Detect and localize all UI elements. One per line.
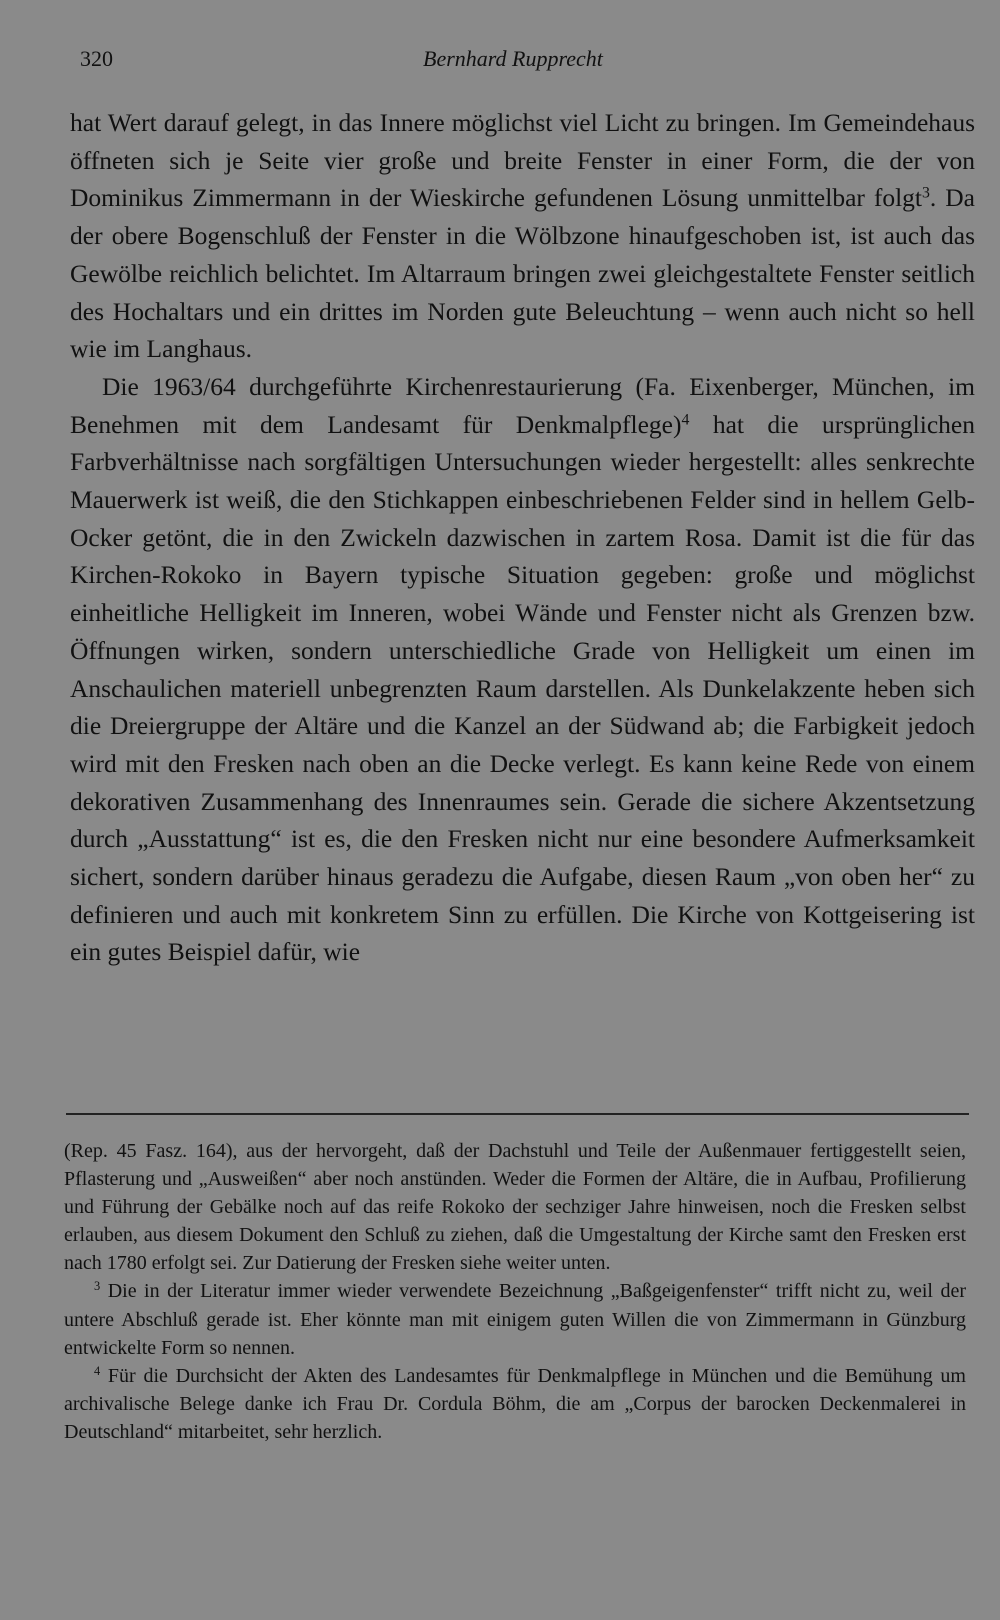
page-number: 320 bbox=[80, 46, 113, 71]
page-header bbox=[80, 46, 640, 76]
footnote-mark-3: 3 bbox=[94, 1279, 101, 1294]
body-paragraph-1 bbox=[70, 104, 975, 368]
footnote-3 bbox=[64, 1277, 966, 1361]
footnote-text: Für die Durchsicht der Akten des Landesamtes für Denkmalpflege in München und die Bemühung um archivalische Belege danke ich Frau Dr. Cordula Böhm, die am „Corpus der barocken Deckenmalerei in Deutschland“ mitarbeitet, sehr herzlich. bbox=[64, 1364, 966, 1443]
paragraph-text: Die 1963/64 durchgeführte Kirchenrestaurierung (Fa. Eixenberger, München, im Benehmen mit dem Landesamt für Denkmalpflege) bbox=[70, 371, 975, 439]
paragraph-text: . Da der obere Bogenschluß der Fenster in die Wölbzone hinaufgeschoben ist, ist auch das Gewölbe reichlich belichtet. Im Altarraum bringen zwei gleichgestaltete Fenster seitlich des Hochaltars und ein drittes im Norden gute Beleuchtung – wenn auch nicht so hell wie im Langhaus. bbox=[70, 183, 975, 364]
footnote-continuation: (Rep. 45 Fasz. 164), aus der hervorgeht, daß der Dachstuhl und Teile der Außenmauer fertiggestellt seien, Pflasterung und „Ausweißen“ aber noch anstünden. Weder die Formen der Altäre, die in Aufbau, Profilierung und Führung der Gebälke noch auf das reife Rokoko der sechziger Jahre hinweisen, noch die Fresken selbst erlauben, aus diesem Dokument den Schluß zu ziehen, daß die Umgestaltung der Kirche samt den Fresken erst nach 1780 erfolgt sei. Zur Datierung der Fresken siehe weiter unten. bbox=[64, 1140, 966, 1275]
footnote-4 bbox=[64, 1362, 966, 1446]
running-title: Bernhard Rupprecht bbox=[423, 46, 603, 71]
footnote-reference-4: 4 bbox=[681, 410, 690, 428]
footnote-text: Die in der Literatur immer wieder verwendete Bezeichnung „Baßgeigenfenster“ trifft nicht zu, weil der untere Abschluß gerade ist. Eher könnte man mit einigem guten Willen die von Zimmermann in Günzburg entwickelte Form so nennen. bbox=[64, 1280, 966, 1359]
footnote-divider bbox=[66, 1113, 969, 1115]
footnote-reference-3: 3 bbox=[922, 184, 930, 202]
paragraph-text: hat Wert darauf gelegt, in das Innere möglichst viel Licht zu bringen. Im Gemeindehaus öffneten sich je Seite vier große und breite Fenster in einer Form, die der von Dominikus Zimmermann in der Wieskirche gefundenen Lösung unmittelbar folgt bbox=[70, 108, 975, 213]
paragraph-text: hat die ursprünglichen Farbverhältnisse nach sorgfältigen Untersuchungen wieder hergestellt: alles senkrechte Mauerwerk ist weiß, die den Stichkappen einbeschriebenen Felder sind in hellem Gelb-Ocker getönt, die in den Zwickeln dazwischen in zartem Rosa. Damit ist die für das Kirchen-Rokoko in Bayern typische Situation gegeben: große und möglichst einheitliche Helligkeit im Inneren, wobei Wände und Fenster nicht als Grenzen bzw. Öffnungen wirken, sondern unterschiedliche Grade von Helligkeit um einen im Anschaulichen materiell unbegrenzten Raum darstellen. Als Dunkelakzente heben sich die Dreiergruppe der Altäre und die Kanzel an der Südwand ab; die Farbigkeit jedoch wird mit den Fresken nach oben an die Decke verlegt. Es kann keine Rede von einem dekorativen Zusammenhang des Innenraumes sein. Gerade die sichere Akzentsetzung durch „Ausstattung“ ist es, die den Fresken nicht nur eine besondere Aufmerksamkeit sichert, sondern darüber hinaus geradezu die Aufgabe, diesen Raum „von oben her“ zu definieren und auch mit konkretem Sinn zu erfüllen. Die Kirche von Kottgeisering ist ein gutes Beispiel dafür, wie bbox=[70, 409, 975, 967]
footnotes bbox=[64, 1137, 966, 1446]
body-paragraph-2 bbox=[70, 368, 975, 971]
main-text bbox=[70, 104, 975, 971]
footnote-mark-4: 4 bbox=[94, 1363, 101, 1378]
